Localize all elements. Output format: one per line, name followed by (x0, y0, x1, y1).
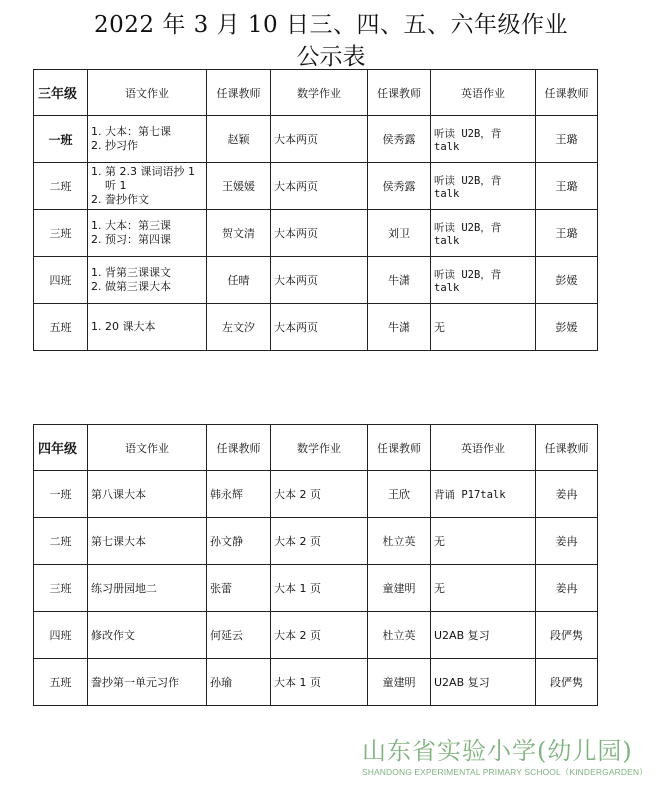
header-english-teacher: 任课教师 (536, 70, 598, 116)
class-name: 四班 (34, 612, 88, 659)
math-homework: 大本 1 页 (271, 565, 368, 612)
math-teacher: 童建明 (368, 659, 431, 706)
chinese-homework-line: 1. 大本：第三课 (91, 219, 171, 232)
math-homework: 大本两页 (271, 116, 368, 163)
chinese-teacher: 韩永辉 (207, 471, 271, 518)
chinese-homework-line: 2. 做第三课大本 (91, 280, 171, 293)
english-teacher: 王璐 (536, 163, 598, 210)
english-homework: 听读 U2B，背 talk (431, 116, 536, 163)
table-row (34, 304, 598, 351)
table-header-row (34, 70, 598, 116)
page-subtitle: 公示表 (296, 44, 366, 70)
chinese-homework (88, 210, 207, 257)
header-math-homework: 数学作业 (271, 70, 368, 116)
header-chinese-homework: 语文作业 (88, 70, 207, 116)
chinese-homework: 第八课大本 (88, 471, 207, 518)
header-english-homework: 英语作业 (431, 425, 536, 471)
chinese-homework-line: 2. 预习：第四课 (91, 233, 171, 246)
chinese-homework-line: 2. 抄习作 (91, 139, 138, 152)
math-teacher: 刘卫 (368, 210, 431, 257)
english-teacher: 王璐 (536, 116, 598, 163)
english-teacher: 王璐 (536, 210, 598, 257)
chinese-homework-line: 听 1 (91, 179, 127, 192)
english-homework: U2AB 复习 (431, 612, 536, 659)
table-row (34, 257, 598, 304)
chinese-homework-line: 1. 第 2.3 课词语抄 1 (91, 165, 195, 178)
grade3-homework-table (33, 69, 598, 351)
math-teacher: 杜立英 (368, 518, 431, 565)
english-teacher: 彭媛 (536, 304, 598, 351)
english-homework: 听读 U2B，背 talk (431, 257, 536, 304)
chinese-teacher: 赵颖 (207, 116, 271, 163)
math-homework: 大本两页 (271, 210, 368, 257)
chinese-homework (88, 163, 207, 210)
english-teacher: 段俨隽 (536, 659, 598, 706)
math-homework: 大本 1 页 (271, 659, 368, 706)
class-name: 五班 (34, 304, 88, 351)
english-homework: 无 (431, 518, 536, 565)
english-teacher: 段俨隽 (536, 612, 598, 659)
math-teacher: 牛潇 (368, 304, 431, 351)
chinese-homework-line: 1. 背第三课课文 (91, 266, 171, 279)
math-teacher: 童建明 (368, 565, 431, 612)
english-homework: 听读 U2B，背 talk (431, 210, 536, 257)
chinese-homework: 誊抄第一单元习作 (88, 659, 207, 706)
english-teacher: 彭媛 (536, 257, 598, 304)
english-teacher: 姜冉 (536, 518, 598, 565)
english-homework: 背诵 P17talk (431, 471, 536, 518)
english-teacher: 姜冉 (536, 565, 598, 612)
header-chinese-teacher: 任课教师 (207, 425, 271, 471)
page-title: 2022 年 3 月 10 日三、四、五、六年级作业 (94, 12, 568, 38)
math-homework: 大本两页 (271, 257, 368, 304)
school-logo (362, 736, 652, 784)
header-english-homework: 英语作业 (431, 70, 536, 116)
chinese-homework (88, 304, 207, 351)
header-chinese-homework: 语文作业 (88, 425, 207, 471)
chinese-homework-line: 1. 大本：第七课 (91, 125, 171, 138)
math-teacher: 王欣 (368, 471, 431, 518)
math-homework: 大本 2 页 (271, 471, 368, 518)
table-row (34, 612, 598, 659)
header-math-teacher: 任课教师 (368, 70, 431, 116)
school-name: 山东省实验小学(幼儿园) (362, 737, 633, 765)
table-row (34, 518, 598, 565)
table-row (34, 471, 598, 518)
math-teacher: 侯秀露 (368, 116, 431, 163)
class-name: 四班 (34, 257, 88, 304)
math-homework: 大本两页 (271, 304, 368, 351)
chinese-teacher: 任晴 (207, 257, 271, 304)
class-name: 一班 (34, 471, 88, 518)
chinese-teacher: 左文汐 (207, 304, 271, 351)
chinese-homework (88, 257, 207, 304)
class-name: 二班 (34, 518, 88, 565)
chinese-teacher: 何延云 (207, 612, 271, 659)
school-name-english: SHANDONG EXPERIMENTAL PRIMARY SCHOOL（KINDERGARDEN） (362, 767, 648, 777)
math-teacher: 杜立英 (368, 612, 431, 659)
chinese-homework: 修改作文 (88, 612, 207, 659)
math-homework: 大本 2 页 (271, 518, 368, 565)
math-teacher: 牛潇 (368, 257, 431, 304)
grade4-homework-table (33, 424, 598, 706)
header-chinese-teacher: 任课教师 (207, 70, 271, 116)
chinese-teacher: 贺文清 (207, 210, 271, 257)
class-name: 三班 (34, 210, 88, 257)
chinese-teacher: 孙文静 (207, 518, 271, 565)
class-name: 五班 (34, 659, 88, 706)
math-homework: 大本 2 页 (271, 612, 368, 659)
header-english-teacher: 任课教师 (536, 425, 598, 471)
chinese-homework-line: 1. 20 课大本 (91, 320, 156, 333)
header-math-homework: 数学作业 (271, 425, 368, 471)
class-name: 一班 (34, 116, 88, 163)
chinese-homework: 练习册园地二 (88, 565, 207, 612)
table-row (34, 565, 598, 612)
english-homework: 无 (431, 565, 536, 612)
english-teacher: 姜冉 (536, 471, 598, 518)
table-row (34, 659, 598, 706)
table-row (34, 210, 598, 257)
table-row (34, 163, 598, 210)
math-homework: 大本两页 (271, 163, 368, 210)
header-math-teacher: 任课教师 (368, 425, 431, 471)
chinese-teacher: 孙瑜 (207, 659, 271, 706)
class-name: 三班 (34, 565, 88, 612)
grade-label: 四年级 (34, 425, 88, 471)
chinese-teacher: 王媛媛 (207, 163, 271, 210)
table-header-row (34, 425, 598, 471)
class-name: 二班 (34, 163, 88, 210)
chinese-homework: 第七课大本 (88, 518, 207, 565)
chinese-homework-line: 2. 誊抄作文 (91, 193, 149, 206)
math-teacher: 侯秀露 (368, 163, 431, 210)
english-homework: 听读 U2B，背 talk (431, 163, 536, 210)
table-row (34, 116, 598, 163)
chinese-teacher: 张蕾 (207, 565, 271, 612)
english-homework: 无 (431, 304, 536, 351)
english-homework: U2AB 复习 (431, 659, 536, 706)
chinese-homework (88, 116, 207, 163)
grade-label: 三年级 (34, 70, 88, 116)
